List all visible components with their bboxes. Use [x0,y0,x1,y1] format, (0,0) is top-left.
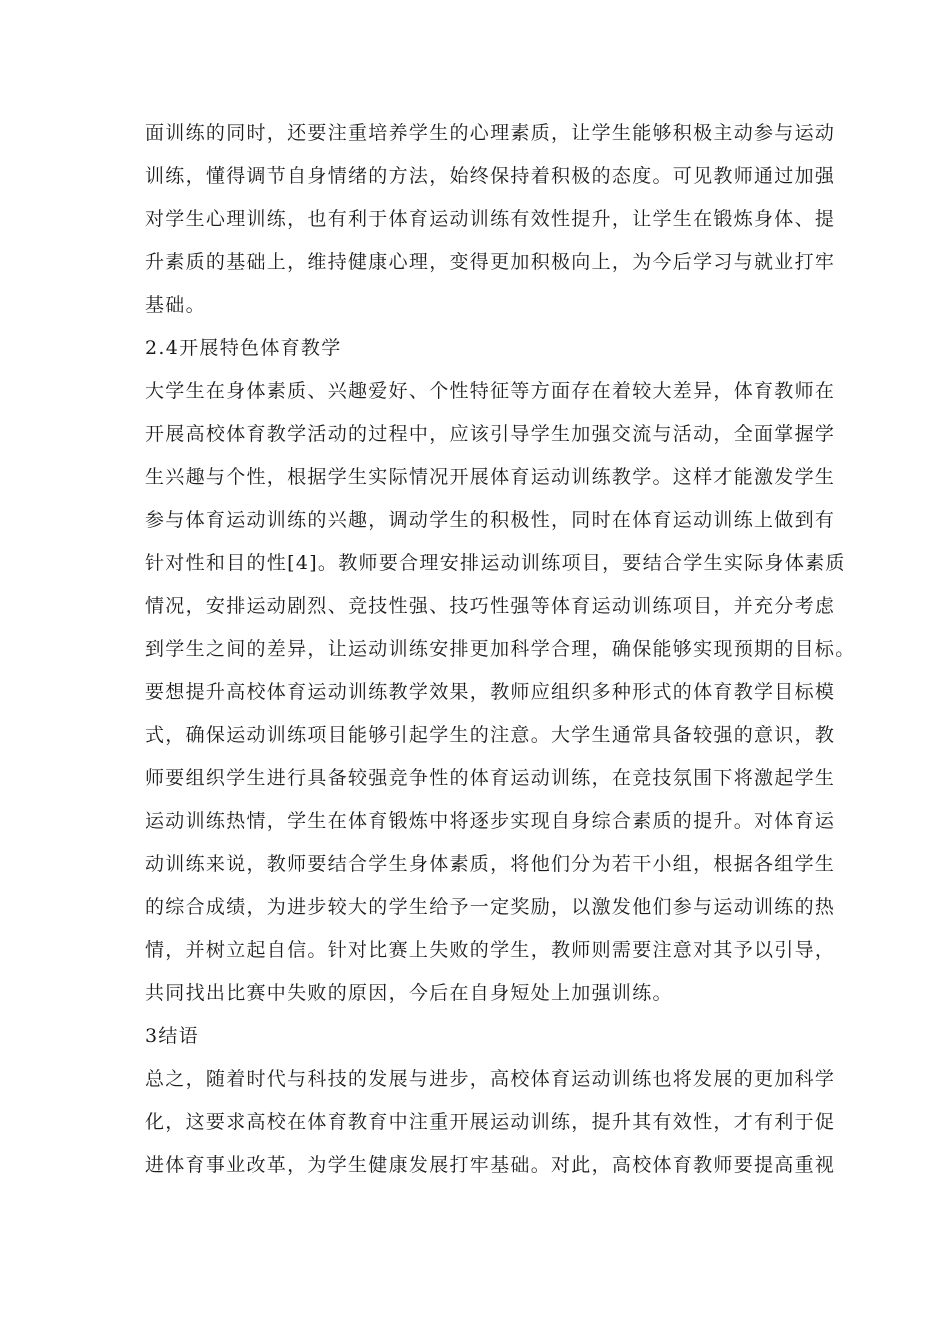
section-2-4-heading: 2.4开展特色体育教学 [145,337,342,359]
text-line: 对学生心理训练，也有利于体育运动训练有效性提升，让学生在锻炼身体、提 [145,208,836,230]
text-line: 动训练来说，教师要结合学生身体素质，将他们分为若干小组，根据各组学生 [145,853,836,875]
text-line: 的综合成绩，为进步较大的学生给予一定奖励，以激发他们参与运动训练的热 [145,896,836,918]
text-line: 总之，随着时代与科技的发展与进步，高校体育运动训练也将发展的更加科学 [145,1068,836,1090]
text-line: 运动训练热情，学生在体育锻炼中将逐步实现自身综合素质的提升。对体育运 [145,810,836,832]
text-line: 进体育事业改革，为学生健康发展打牢基础。对此，高校体育教师要提高重视 [145,1154,836,1176]
text-line: 要想提升高校体育运动训练教学效果，教师应组织多种形式的体育教学目标模 [145,681,836,703]
paragraph-2 [145,370,856,1015]
paragraph-3 [145,1058,836,1187]
text-line: 情况，安排运动剧烈、竞技性强、技巧性强等体育运动训练项目，并充分考虑 [145,595,836,617]
paragraph-1 [145,112,836,327]
section-3-heading: 3结语 [145,1025,199,1047]
text-line: 基础。 [145,294,206,316]
text-line: 式，确保运动训练项目能够引起学生的注意。大学生通常具备较强的意识，教 [145,724,836,746]
text-line: 训练，懂得调节自身情绪的方法，始终保持着积极的态度。可见教师通过加强 [145,165,836,187]
text-line: 升素质的基础上，维持健康心理，变得更加积极向上，为今后学习与就业打牢 [145,251,836,273]
text-line: 化，这要求高校在体育教育中注重开展运动训练，提升其有效性，才有利于促 [145,1111,836,1133]
text-line: 到学生之间的差异，让运动训练安排更加科学合理，确保能够实现预期的目标。 [145,638,856,660]
document-body [145,112,856,1187]
text-line: 大学生在身体素质、兴趣爱好、个性特征等方面存在着较大差异，体育教师在 [145,380,836,402]
text-line: 共同找出比赛中失败的原因，今后在自身短处上加强训练。 [145,982,673,1004]
text-line: 面训练的同时，还要注重培养学生的心理素质，让学生能够积极主动参与运动 [145,122,836,144]
text-line: 生兴趣与个性，根据学生实际情况开展体育运动训练教学。这样才能激发学生 [145,466,836,488]
text-line: 针对性和目的性[4]。教师要合理安排运动训练项目，要结合学生实际身体素质 [145,552,846,574]
text-line: 参与体育运动训练的兴趣，调动学生的积极性，同时在体育运动训练上做到有 [145,509,836,531]
text-line: 师要组织学生进行具备较强竞争性的体育运动训练，在竞技氛围下将激起学生 [145,767,836,789]
text-line: 开展高校体育教学活动的过程中，应该引导学生加强交流与活动，全面掌握学 [145,423,836,445]
text-line: 情，并树立起自信。针对比赛上失败的学生，教师则需要注意对其予以引导， [145,939,836,961]
